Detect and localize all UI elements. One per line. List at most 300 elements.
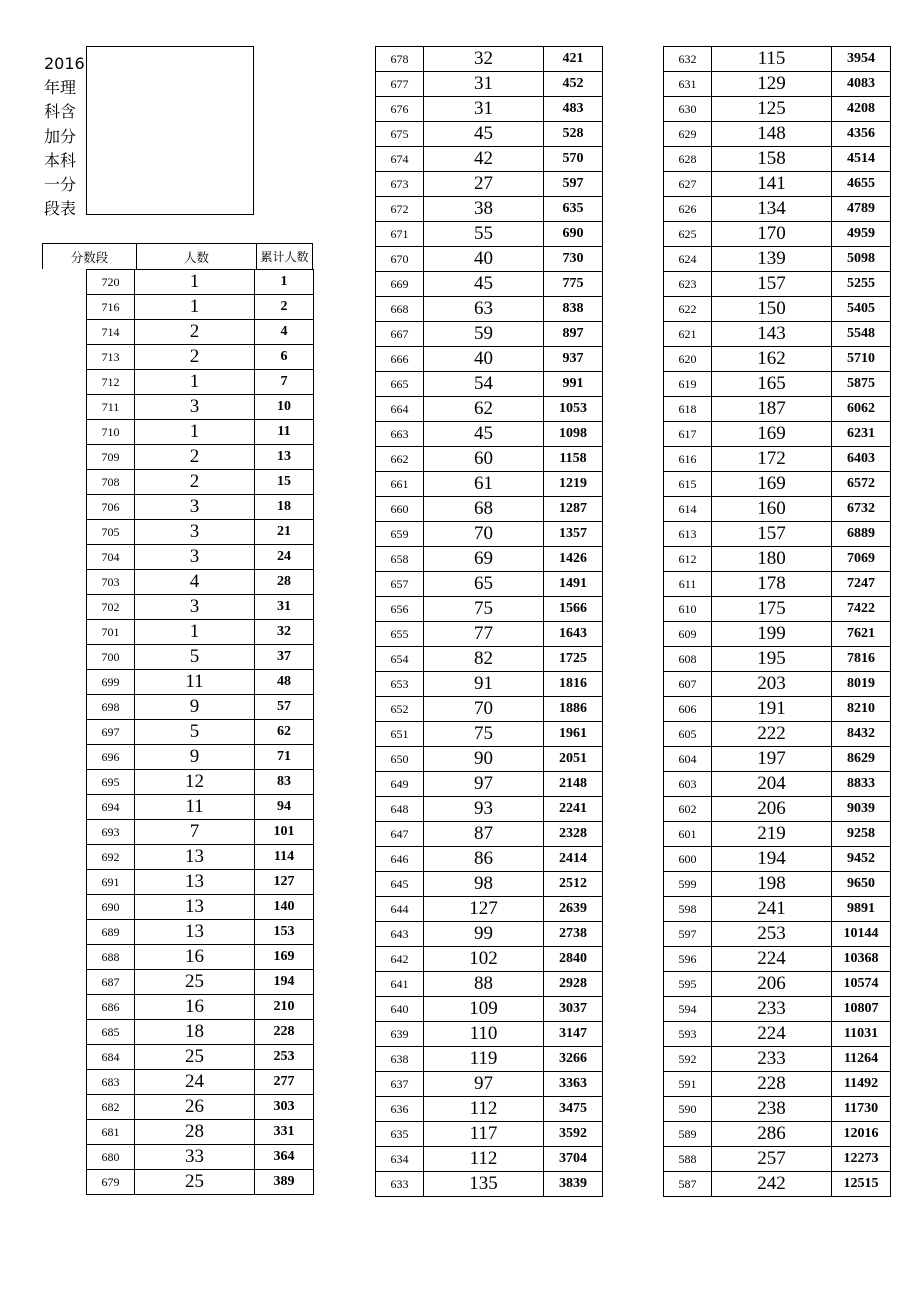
- page-title: 2016 年理 科含 加分 本科 一分 段表: [44, 54, 85, 219]
- table-row: [376, 722, 603, 747]
- cumulative-cell: 10144: [832, 922, 891, 947]
- table-row: [376, 1047, 603, 1072]
- score-cell: 664: [376, 397, 424, 422]
- table-row: [376, 597, 603, 622]
- title-box: [86, 46, 254, 215]
- score-cell: 666: [376, 347, 424, 372]
- table-row: [376, 272, 603, 297]
- table-row: [376, 447, 603, 472]
- table-row: [664, 972, 891, 997]
- cumulative-cell: 730: [544, 247, 603, 272]
- count-cell: 7: [135, 820, 255, 845]
- table-row: [376, 1147, 603, 1172]
- cumulative-cell: 5710: [832, 347, 891, 372]
- score-cell: 674: [376, 147, 424, 172]
- cumulative-cell: 528: [544, 122, 603, 147]
- count-cell: 134: [712, 197, 832, 222]
- table-row: [87, 720, 314, 745]
- count-cell: 70: [424, 522, 544, 547]
- cumulative-cell: 4356: [832, 122, 891, 147]
- score-cell: 665: [376, 372, 424, 397]
- score-cell: 641: [376, 972, 424, 997]
- table-row: [376, 1097, 603, 1122]
- cumulative-cell: 62: [255, 720, 314, 745]
- table-row: [376, 747, 603, 772]
- table-row: [87, 645, 314, 670]
- cumulative-cell: 991: [544, 372, 603, 397]
- score-cell: 682: [87, 1095, 135, 1120]
- count-cell: 75: [424, 597, 544, 622]
- cumulative-cell: 24: [255, 545, 314, 570]
- score-cell: 693: [87, 820, 135, 845]
- count-cell: 112: [424, 1097, 544, 1122]
- count-cell: 158: [712, 147, 832, 172]
- table-row: [376, 497, 603, 522]
- score-cell: 663: [376, 422, 424, 447]
- cumulative-cell: 838: [544, 297, 603, 322]
- count-cell: 97: [424, 1072, 544, 1097]
- table-row: [87, 795, 314, 820]
- cumulative-cell: 2414: [544, 847, 603, 872]
- table-row: [664, 97, 891, 122]
- score-cell: 647: [376, 822, 424, 847]
- count-cell: 9: [135, 745, 255, 770]
- table-row: [664, 272, 891, 297]
- count-cell: 117: [424, 1122, 544, 1147]
- score-cell: 604: [664, 747, 712, 772]
- score-cell: 593: [664, 1022, 712, 1047]
- cumulative-cell: 1566: [544, 597, 603, 622]
- count-cell: 169: [712, 472, 832, 497]
- cumulative-cell: 897: [544, 322, 603, 347]
- table-row: [87, 1170, 314, 1195]
- table-row: [376, 697, 603, 722]
- count-cell: 224: [712, 947, 832, 972]
- table-row: [87, 345, 314, 370]
- table-row: [87, 1045, 314, 1070]
- count-cell: 115: [712, 47, 832, 72]
- score-cell: 694: [87, 795, 135, 820]
- score-cell: 661: [376, 472, 424, 497]
- score-cell: 677: [376, 72, 424, 97]
- count-cell: 112: [424, 1147, 544, 1172]
- cumulative-cell: 6403: [832, 447, 891, 472]
- count-cell: 87: [424, 822, 544, 847]
- cumulative-cell: 331: [255, 1120, 314, 1145]
- score-cell: 627: [664, 172, 712, 197]
- table-row: [664, 197, 891, 222]
- cumulative-cell: 1357: [544, 522, 603, 547]
- score-cell: 683: [87, 1070, 135, 1095]
- header-count: 人数: [137, 244, 257, 269]
- score-cell: 671: [376, 222, 424, 247]
- score-cell: 662: [376, 447, 424, 472]
- count-cell: 16: [135, 995, 255, 1020]
- table-row: [87, 445, 314, 470]
- table-row: [664, 1147, 891, 1172]
- count-cell: 191: [712, 697, 832, 722]
- count-cell: 40: [424, 347, 544, 372]
- count-cell: 54: [424, 372, 544, 397]
- count-cell: 160: [712, 497, 832, 522]
- score-cell: 696: [87, 745, 135, 770]
- score-cell: 699: [87, 670, 135, 695]
- table-row: [376, 1122, 603, 1147]
- score-cell: 670: [376, 247, 424, 272]
- cumulative-cell: 32: [255, 620, 314, 645]
- count-cell: 157: [712, 272, 832, 297]
- count-cell: 2: [135, 320, 255, 345]
- score-cell: 676: [376, 97, 424, 122]
- cumulative-cell: 3363: [544, 1072, 603, 1097]
- table-row: [87, 745, 314, 770]
- count-cell: 286: [712, 1122, 832, 1147]
- table-row: [376, 647, 603, 672]
- cumulative-cell: 13: [255, 445, 314, 470]
- score-cell: 619: [664, 372, 712, 397]
- score-cell: 685: [87, 1020, 135, 1045]
- cumulative-cell: 570: [544, 147, 603, 172]
- score-cell: 675: [376, 122, 424, 147]
- cumulative-cell: 3266: [544, 1047, 603, 1072]
- count-cell: 9: [135, 695, 255, 720]
- table-row: [87, 370, 314, 395]
- score-cell: 592: [664, 1047, 712, 1072]
- score-cell: 596: [664, 947, 712, 972]
- table-row: [87, 845, 314, 870]
- table-row: [664, 1022, 891, 1047]
- count-cell: 203: [712, 672, 832, 697]
- count-cell: 32: [424, 47, 544, 72]
- count-cell: 91: [424, 672, 544, 697]
- count-cell: 45: [424, 272, 544, 297]
- count-cell: 238: [712, 1097, 832, 1122]
- score-cell: 711: [87, 395, 135, 420]
- cumulative-cell: 303: [255, 1095, 314, 1120]
- table-row: [376, 997, 603, 1022]
- count-cell: 170: [712, 222, 832, 247]
- score-cell: 612: [664, 547, 712, 572]
- count-cell: 143: [712, 322, 832, 347]
- cumulative-cell: 8833: [832, 772, 891, 797]
- count-cell: 65: [424, 572, 544, 597]
- table-row: [87, 470, 314, 495]
- table-row: [87, 695, 314, 720]
- count-cell: 5: [135, 720, 255, 745]
- count-cell: 99: [424, 922, 544, 947]
- table-row: [376, 172, 603, 197]
- score-cell: 650: [376, 747, 424, 772]
- count-cell: 119: [424, 1047, 544, 1072]
- score-cell: 697: [87, 720, 135, 745]
- table-row: [664, 597, 891, 622]
- table-row: [376, 247, 603, 272]
- score-cell: 646: [376, 847, 424, 872]
- cumulative-cell: 4: [255, 320, 314, 345]
- score-cell: 689: [87, 920, 135, 945]
- table-row: [664, 722, 891, 747]
- count-cell: 90: [424, 747, 544, 772]
- cumulative-cell: 1158: [544, 447, 603, 472]
- table-row: [87, 1145, 314, 1170]
- cumulative-cell: 3147: [544, 1022, 603, 1047]
- score-cell: 649: [376, 772, 424, 797]
- count-cell: 178: [712, 572, 832, 597]
- table-row: [664, 647, 891, 672]
- cumulative-cell: 3475: [544, 1097, 603, 1122]
- cumulative-cell: 11031: [832, 1022, 891, 1047]
- score-cell: 709: [87, 445, 135, 470]
- count-cell: 82: [424, 647, 544, 672]
- score-cell: 615: [664, 472, 712, 497]
- table-row: [664, 297, 891, 322]
- cumulative-cell: 7069: [832, 547, 891, 572]
- table-row: [664, 422, 891, 447]
- count-cell: 219: [712, 822, 832, 847]
- cumulative-cell: 8629: [832, 747, 891, 772]
- score-cell: 637: [376, 1072, 424, 1097]
- score-cell: 703: [87, 570, 135, 595]
- score-cell: 667: [376, 322, 424, 347]
- cumulative-cell: 228: [255, 1020, 314, 1045]
- cumulative-cell: 4208: [832, 97, 891, 122]
- cumulative-cell: 2241: [544, 797, 603, 822]
- score-cell: 635: [376, 1122, 424, 1147]
- score-cell: 610: [664, 597, 712, 622]
- score-cell: 708: [87, 470, 135, 495]
- score-cell: 597: [664, 922, 712, 947]
- score-cell: 603: [664, 772, 712, 797]
- count-cell: 27: [424, 172, 544, 197]
- cumulative-cell: 11730: [832, 1097, 891, 1122]
- table-row: [664, 222, 891, 247]
- cumulative-cell: 194: [255, 970, 314, 995]
- cumulative-cell: 5548: [832, 322, 891, 347]
- cumulative-cell: 9452: [832, 847, 891, 872]
- score-cell: 686: [87, 995, 135, 1020]
- cumulative-cell: 452: [544, 72, 603, 97]
- table-row: [376, 522, 603, 547]
- table-header: [42, 243, 313, 269]
- count-cell: 93: [424, 797, 544, 822]
- cumulative-cell: 389: [255, 1170, 314, 1195]
- score-table-1: [86, 269, 314, 1195]
- count-cell: 77: [424, 622, 544, 647]
- cumulative-cell: 635: [544, 197, 603, 222]
- cumulative-cell: 2738: [544, 922, 603, 947]
- table-row: [87, 1095, 314, 1120]
- count-cell: 162: [712, 347, 832, 372]
- count-cell: 148: [712, 122, 832, 147]
- cumulative-cell: 2051: [544, 747, 603, 772]
- count-cell: 172: [712, 447, 832, 472]
- score-cell: 673: [376, 172, 424, 197]
- cumulative-cell: 421: [544, 47, 603, 72]
- score-cell: 669: [376, 272, 424, 297]
- cumulative-cell: 127: [255, 870, 314, 895]
- count-cell: 25: [135, 970, 255, 995]
- table-row: [376, 972, 603, 997]
- cumulative-cell: 114: [255, 845, 314, 870]
- score-cell: 590: [664, 1097, 712, 1122]
- table-row: [87, 1120, 314, 1145]
- score-cell: 588: [664, 1147, 712, 1172]
- cumulative-cell: 1725: [544, 647, 603, 672]
- cumulative-cell: 775: [544, 272, 603, 297]
- count-cell: 127: [424, 897, 544, 922]
- cumulative-cell: 6889: [832, 522, 891, 547]
- score-cell: 589: [664, 1122, 712, 1147]
- score-cell: 658: [376, 547, 424, 572]
- cumulative-cell: 253: [255, 1045, 314, 1070]
- score-cell: 600: [664, 847, 712, 872]
- score-cell: 695: [87, 770, 135, 795]
- table-row: [376, 97, 603, 122]
- count-cell: 13: [135, 870, 255, 895]
- score-cell: 598: [664, 897, 712, 922]
- cumulative-cell: 3954: [832, 47, 891, 72]
- table-row: [376, 797, 603, 822]
- cumulative-cell: 3592: [544, 1122, 603, 1147]
- score-cell: 629: [664, 122, 712, 147]
- score-cell: 701: [87, 620, 135, 645]
- cumulative-cell: 140: [255, 895, 314, 920]
- cumulative-cell: 4959: [832, 222, 891, 247]
- score-cell: 630: [664, 97, 712, 122]
- table-row: [664, 897, 891, 922]
- table-row: [87, 945, 314, 970]
- cumulative-cell: 7247: [832, 572, 891, 597]
- cumulative-cell: 169: [255, 945, 314, 970]
- count-cell: 129: [712, 72, 832, 97]
- table-row: [87, 820, 314, 845]
- cumulative-cell: 364: [255, 1145, 314, 1170]
- table-row: [376, 72, 603, 97]
- table-row: [664, 797, 891, 822]
- cumulative-cell: 3704: [544, 1147, 603, 1172]
- cumulative-cell: 1643: [544, 622, 603, 647]
- score-cell: 704: [87, 545, 135, 570]
- cumulative-cell: 1098: [544, 422, 603, 447]
- score-cell: 594: [664, 997, 712, 1022]
- score-cell: 632: [664, 47, 712, 72]
- table-row: [87, 1020, 314, 1045]
- cumulative-cell: 94: [255, 795, 314, 820]
- score-cell: 656: [376, 597, 424, 622]
- count-cell: 45: [424, 122, 544, 147]
- count-cell: 70: [424, 697, 544, 722]
- table-row: [664, 697, 891, 722]
- score-cell: 620: [664, 347, 712, 372]
- table-row: [376, 622, 603, 647]
- count-cell: 13: [135, 845, 255, 870]
- table-row: [376, 947, 603, 972]
- count-cell: 25: [135, 1170, 255, 1195]
- table-row: [376, 347, 603, 372]
- count-cell: 1: [135, 270, 255, 295]
- count-cell: 228: [712, 1072, 832, 1097]
- cumulative-cell: 3839: [544, 1172, 603, 1197]
- count-cell: 3: [135, 520, 255, 545]
- count-cell: 60: [424, 447, 544, 472]
- score-cell: 642: [376, 947, 424, 972]
- score-cell: 654: [376, 647, 424, 672]
- count-cell: 68: [424, 497, 544, 522]
- table-row: [664, 747, 891, 772]
- cumulative-cell: 1816: [544, 672, 603, 697]
- count-cell: 233: [712, 1047, 832, 1072]
- table-row: [664, 1122, 891, 1147]
- count-cell: 31: [424, 72, 544, 97]
- cumulative-cell: 9891: [832, 897, 891, 922]
- cumulative-cell: 7: [255, 370, 314, 395]
- count-cell: 194: [712, 847, 832, 872]
- count-cell: 5: [135, 645, 255, 670]
- score-cell: 680: [87, 1145, 135, 1170]
- table-row: [376, 822, 603, 847]
- table-row: [376, 372, 603, 397]
- table-row: [376, 547, 603, 572]
- cumulative-cell: 8210: [832, 697, 891, 722]
- table-row: [87, 570, 314, 595]
- cumulative-cell: 1961: [544, 722, 603, 747]
- table-row: [87, 995, 314, 1020]
- cumulative-cell: 153: [255, 920, 314, 945]
- table-row: [664, 397, 891, 422]
- cumulative-cell: 8432: [832, 722, 891, 747]
- count-cell: 206: [712, 972, 832, 997]
- count-cell: 157: [712, 522, 832, 547]
- count-cell: 135: [424, 1172, 544, 1197]
- count-cell: 1: [135, 620, 255, 645]
- table-row: [87, 520, 314, 545]
- score-cell: 652: [376, 697, 424, 722]
- count-cell: 3: [135, 395, 255, 420]
- score-cell: 601: [664, 822, 712, 847]
- cumulative-cell: 37: [255, 645, 314, 670]
- count-cell: 69: [424, 547, 544, 572]
- count-cell: 45: [424, 422, 544, 447]
- cumulative-cell: 5405: [832, 297, 891, 322]
- score-cell: 621: [664, 322, 712, 347]
- cumulative-cell: 101: [255, 820, 314, 845]
- score-cell: 638: [376, 1047, 424, 1072]
- score-cell: 653: [376, 672, 424, 697]
- score-cell: 633: [376, 1172, 424, 1197]
- count-cell: 16: [135, 945, 255, 970]
- count-cell: 224: [712, 1022, 832, 1047]
- cumulative-cell: 2512: [544, 872, 603, 897]
- cumulative-cell: 21: [255, 520, 314, 545]
- cumulative-cell: 8019: [832, 672, 891, 697]
- cumulative-cell: 277: [255, 1070, 314, 1095]
- score-cell: 691: [87, 870, 135, 895]
- table-row: [87, 320, 314, 345]
- score-cell: 613: [664, 522, 712, 547]
- count-cell: 180: [712, 547, 832, 572]
- score-cell: 623: [664, 272, 712, 297]
- cumulative-cell: 31: [255, 595, 314, 620]
- cumulative-cell: 6231: [832, 422, 891, 447]
- score-cell: 716: [87, 295, 135, 320]
- count-cell: 222: [712, 722, 832, 747]
- cumulative-cell: 690: [544, 222, 603, 247]
- cumulative-cell: 10574: [832, 972, 891, 997]
- score-cell: 648: [376, 797, 424, 822]
- count-cell: 75: [424, 722, 544, 747]
- table-row: [664, 672, 891, 697]
- cumulative-cell: 9258: [832, 822, 891, 847]
